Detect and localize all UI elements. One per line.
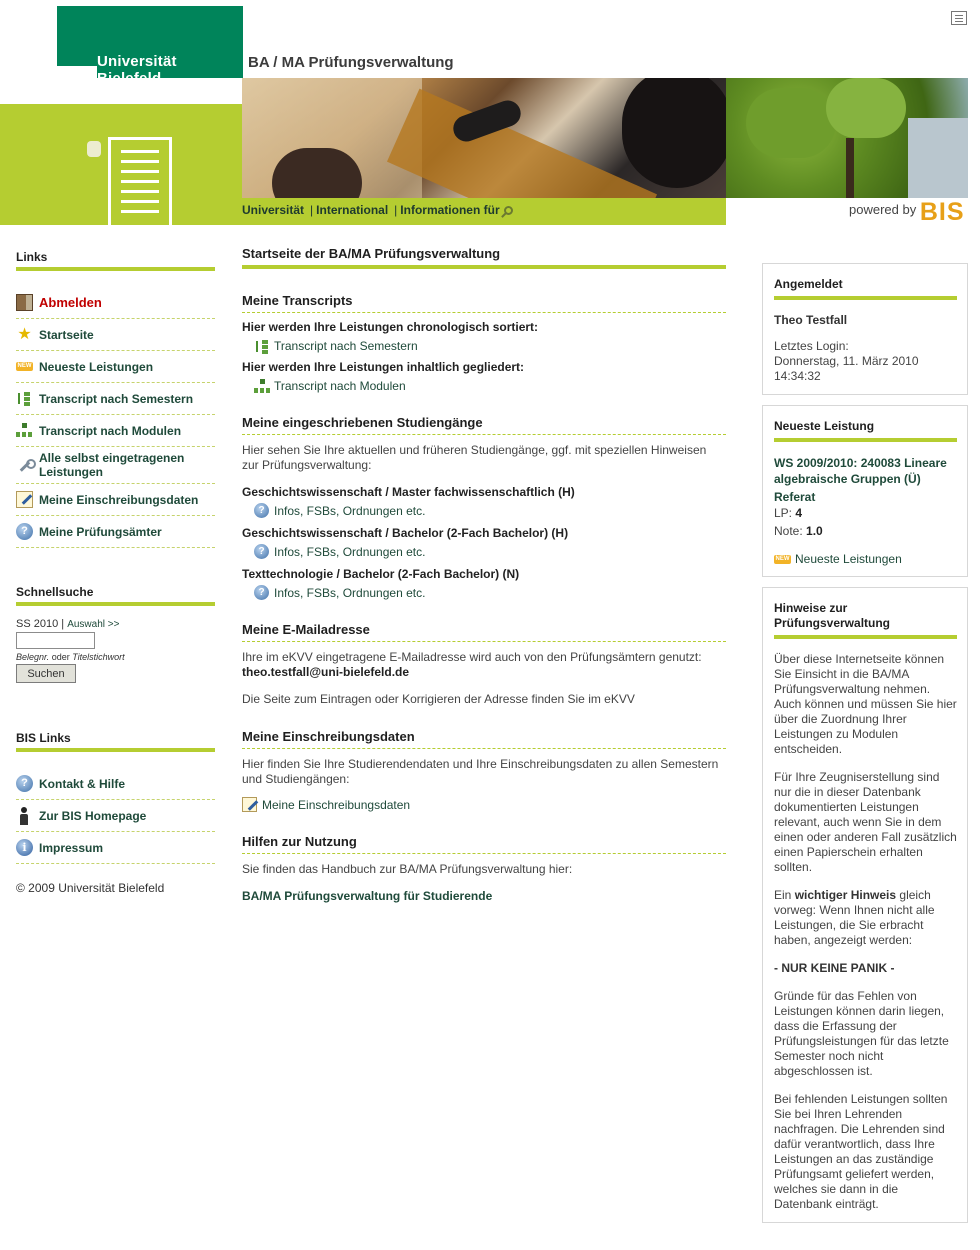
page-title: Startseite der BA/MA Prüfungsverwaltung bbox=[242, 246, 726, 269]
hint-emphasis: wichtiger Hinweis bbox=[794, 888, 897, 902]
email-address: theo.testfall@uni-bielefeld.de bbox=[242, 665, 410, 679]
email-heading: Meine E-Mailadresse bbox=[242, 622, 726, 642]
sidebar-item-label: Impressum bbox=[39, 840, 104, 855]
nav-universitaet[interactable]: Universität bbox=[242, 203, 305, 217]
help-icon: ? bbox=[16, 775, 33, 792]
link-label: Meine Einschreibungsdaten bbox=[262, 797, 411, 812]
help-text: Sie finden das Handbuch zur BA/MA Prüfungsverwaltung hier: bbox=[242, 862, 573, 876]
quick-search bbox=[16, 585, 215, 683]
hint-text: gleich vorweg: Wenn Ihnen nicht alle Leistungen, die Sie erbracht haben, angezeigt werden: bbox=[774, 888, 935, 947]
search-button[interactable]: Suchen bbox=[16, 664, 76, 683]
sidebar-item-startseite[interactable] bbox=[16, 319, 215, 351]
right-sidebar bbox=[762, 263, 968, 1233]
hint-oder: oder bbox=[51, 652, 70, 662]
handbook-link[interactable]: BA/MA Prüfungsverwaltung für Studierende bbox=[242, 889, 493, 903]
links-heading: Links bbox=[16, 250, 215, 271]
link-label: Infos, FSBs, Ordnungen etc. bbox=[274, 503, 426, 518]
sidebar-item-kontakt[interactable] bbox=[16, 768, 215, 800]
latest-result-heading: Neueste Leistung bbox=[774, 419, 957, 442]
studies-heading: Meine eingeschriebenen Studiengänge bbox=[242, 415, 726, 435]
transcripts-heading: Meine Transcripts bbox=[242, 293, 726, 313]
grade-value: 1.0 bbox=[806, 524, 823, 538]
study-program-name: Texttechnologie / Bachelor (2-Fach Bachelor) (N) bbox=[242, 567, 520, 581]
link-label: Infos, FSBs, Ordnungen etc. bbox=[274, 585, 426, 600]
help-heading: Hilfen zur Nutzung bbox=[242, 834, 726, 854]
study-program-name: Geschichtswissenschaft / Master fachwissenschaftlich (H) bbox=[242, 485, 575, 499]
hints-heading: Hinweise zur Prüfungsverwaltung bbox=[774, 601, 957, 639]
link-label: Infos, FSBs, Ordnungen etc. bbox=[274, 544, 426, 559]
latest-results-link[interactable] bbox=[774, 552, 957, 566]
hints-paragraph-important bbox=[774, 888, 957, 948]
header-photo-trees bbox=[726, 78, 968, 198]
transcripts-line-chronological: Hier werden Ihre Leistungen chronologisch sortiert: bbox=[242, 320, 539, 334]
bis-logo: BIS bbox=[919, 198, 965, 226]
help-icon: ? bbox=[254, 544, 269, 559]
hints-paragraph: Gründe für das Fehlen von Leistungen können darin liegen, dass die Erfassung der Prüfungsleistungen für das letzte Semester noch nicht abgeschlossen ist. bbox=[774, 989, 949, 1078]
bis-links bbox=[16, 731, 215, 864]
study-info-link[interactable] bbox=[242, 503, 726, 518]
link-label: Transcript nach Modulen bbox=[274, 378, 406, 393]
nav-separator: | bbox=[394, 203, 398, 217]
transcript-module-link[interactable] bbox=[242, 378, 726, 393]
last-login-label: Letztes Login: bbox=[774, 339, 849, 353]
pin-icon bbox=[87, 141, 101, 157]
modules-icon bbox=[254, 378, 269, 393]
new-icon: NEW bbox=[775, 555, 790, 562]
latest-result-grade bbox=[774, 523, 957, 539]
sidebar-item-pruefungsaemter[interactable] bbox=[16, 516, 215, 548]
search-icon[interactable] bbox=[504, 206, 513, 215]
wrench-icon bbox=[16, 457, 33, 474]
hints-box bbox=[762, 587, 968, 1223]
sidebar-item-transcript-module[interactable] bbox=[16, 415, 215, 447]
hints-paragraph: Bei fehlenden Leistungen sollten Sie bei Ihren Lehrenden nachfragen. Die Lehrenden sind dafür verantwortlich, dass Ihre Leistungen an das zuständige Prüfungsamt geliefert werden, welches sie dann in die Datenbank einträgt. bbox=[774, 1092, 948, 1211]
login-box bbox=[762, 263, 968, 395]
lp-label: LP: bbox=[774, 506, 793, 520]
latest-result-course[interactable]: WS 2009/2010: 240083 Lineare algebraische Gruppen (Ü) bbox=[774, 456, 947, 486]
lp-value: 4 bbox=[795, 506, 803, 520]
star-icon: ★ bbox=[17, 326, 32, 343]
email-ekvv-text: Die Seite zum Eintragen oder Korrigieren der Adresse finden Sie im eKVV bbox=[242, 692, 635, 706]
tree-icon bbox=[16, 390, 33, 407]
grade-label: Note: bbox=[774, 524, 803, 538]
study-program-name: Geschichtswissenschaft / Bachelor (2-Fach Bachelor) (H) bbox=[242, 526, 569, 540]
sidebar-item-label: Meine Prüfungsämter bbox=[39, 524, 162, 539]
enrollment-text: Hier finden Sie Ihre Studierendendaten und Ihre Einschreibungsdaten zu allen Semestern und Studiengängen: bbox=[242, 757, 719, 786]
link-label: Neueste Leistungen bbox=[795, 552, 902, 566]
door-icon bbox=[16, 294, 33, 311]
semester-choose-link[interactable]: Auswahl >> bbox=[67, 619, 120, 630]
page-header bbox=[0, 0, 980, 226]
quick-search-heading: Schnellsuche bbox=[16, 585, 215, 606]
latest-result-type: Referat bbox=[774, 490, 816, 504]
powered-by-text: powered by bbox=[849, 202, 917, 217]
help-icon: ? bbox=[254, 503, 269, 518]
last-login bbox=[774, 339, 957, 384]
university-logo[interactable] bbox=[57, 6, 243, 87]
main-content bbox=[242, 246, 726, 903]
hint-text: Ein bbox=[774, 888, 792, 902]
latest-result-box bbox=[762, 405, 968, 577]
sidebar-item-neueste-leistungen[interactable] bbox=[16, 351, 215, 383]
nav-international[interactable]: International bbox=[316, 203, 389, 217]
edit-icon bbox=[16, 491, 33, 508]
enrollment-link[interactable] bbox=[242, 797, 726, 812]
study-info-link[interactable] bbox=[242, 544, 726, 559]
document-icon bbox=[108, 137, 172, 225]
enrollment-heading: Meine Einschreibungsdaten bbox=[242, 729, 726, 749]
logo-text: Universität Bielefeld bbox=[97, 53, 177, 87]
sidebar-item-label: Startseite bbox=[39, 327, 94, 342]
person-icon bbox=[16, 807, 33, 824]
email-text bbox=[242, 650, 726, 680]
link-label: Transcript nach Semestern bbox=[274, 338, 418, 353]
left-sidebar bbox=[16, 250, 215, 895]
transcript-semester-link[interactable] bbox=[242, 338, 726, 353]
sidebar-item-einschreibungsdaten[interactable] bbox=[16, 484, 215, 516]
copyright: © 2009 Universität Bielefeld bbox=[16, 881, 165, 895]
semester-separator: | bbox=[61, 618, 65, 630]
help-icon: ? bbox=[16, 523, 33, 540]
sidebar-item-abmelden[interactable] bbox=[16, 287, 215, 319]
sidebar-item-label: Transcript nach Semestern bbox=[39, 391, 194, 406]
edit-icon bbox=[242, 797, 257, 812]
tree-icon bbox=[254, 338, 269, 353]
hint-titelstichwort: Titelstichwort bbox=[72, 652, 125, 662]
sidebar-item-label: Kontakt & Hilfe bbox=[39, 776, 126, 791]
quick-search-input[interactable] bbox=[16, 632, 95, 649]
links-list bbox=[16, 287, 215, 548]
studies-text: Hier sehen Sie Ihre aktuellen und früheren Studiengänge, ggf. mit speziellen Hinweisen zur Prüfungsverwaltung: bbox=[242, 443, 707, 472]
transcripts-line-content: Hier werden Ihre Leistungen inhaltlich gegliedert: bbox=[242, 360, 525, 374]
header-photo-students bbox=[242, 78, 726, 198]
powered-by[interactable] bbox=[849, 198, 965, 227]
nav-separator: | bbox=[310, 203, 314, 217]
login-heading: Angemeldet bbox=[774, 277, 957, 300]
hint-belegnr: Belegnr. bbox=[16, 652, 50, 662]
quick-search-hint bbox=[16, 652, 215, 662]
latest-result-lp bbox=[774, 505, 957, 521]
sidebar-item-label: Transcript nach Modulen bbox=[39, 423, 182, 438]
info-icon: i bbox=[16, 839, 33, 856]
logo-notch bbox=[57, 66, 97, 78]
top-navigation bbox=[242, 198, 726, 225]
sidebar-item-selbst-eingetragen[interactable] bbox=[16, 447, 215, 484]
nav-informationen[interactable]: Informationen für bbox=[400, 203, 500, 217]
semester-selector bbox=[16, 618, 215, 630]
semester-value: SS 2010 bbox=[16, 618, 59, 630]
sidebar-item-label: Alle selbst eingetragenen Leistungen bbox=[39, 451, 185, 479]
sidebar-item-bis-homepage[interactable] bbox=[16, 800, 215, 832]
hints-panic: - NUR KEINE PANIK - bbox=[774, 961, 895, 975]
email-description: Ihre im eKVV eingetragene E-Mailadresse wird auch von den Prüfungsämtern genutzt: bbox=[242, 650, 702, 664]
site-title: BA / MA Prüfungsverwaltung bbox=[248, 54, 454, 71]
last-login-time: 14:34:32 bbox=[774, 369, 821, 383]
bis-links-heading: BIS Links bbox=[16, 731, 215, 752]
modules-icon bbox=[16, 422, 33, 439]
sidebar-item-impressum[interactable] bbox=[16, 832, 215, 864]
help-icon: ? bbox=[254, 585, 269, 600]
last-login-date: Donnerstag, 11. März 2010 bbox=[774, 354, 919, 368]
hints-paragraph: Für Ihre Zeugniserstellung sind nur die in dieser Datenbank dokumentierten Leistungen relevant, auch wenn Sie in dem einen oder anderen Fall zusätzlich einen Papierschein erhalten sollten. bbox=[774, 770, 957, 874]
user-name: Theo Testfall bbox=[774, 313, 848, 327]
sidebar-item-transcript-semester[interactable] bbox=[16, 383, 215, 415]
hints-paragraph: Über diese Internetseite können Sie Einsicht in die BA/MA Prüfungsverwaltung nehmen. Auch können und müssen Sie hier über die Zuordnung Ihrer Leistungen zu Modulen entscheiden. bbox=[774, 652, 957, 756]
new-icon: NEW bbox=[17, 363, 32, 369]
study-info-link[interactable] bbox=[242, 585, 726, 600]
sidebar-item-label: Meine Einschreibungsdaten bbox=[39, 492, 199, 507]
sidebar-item-label: Zur BIS Homepage bbox=[39, 808, 147, 823]
sidebar-item-label: Neueste Leistungen bbox=[39, 359, 154, 374]
bis-links-list bbox=[16, 768, 215, 864]
print-icon[interactable] bbox=[951, 11, 967, 25]
sidebar-item-label: Abmelden bbox=[39, 294, 102, 310]
